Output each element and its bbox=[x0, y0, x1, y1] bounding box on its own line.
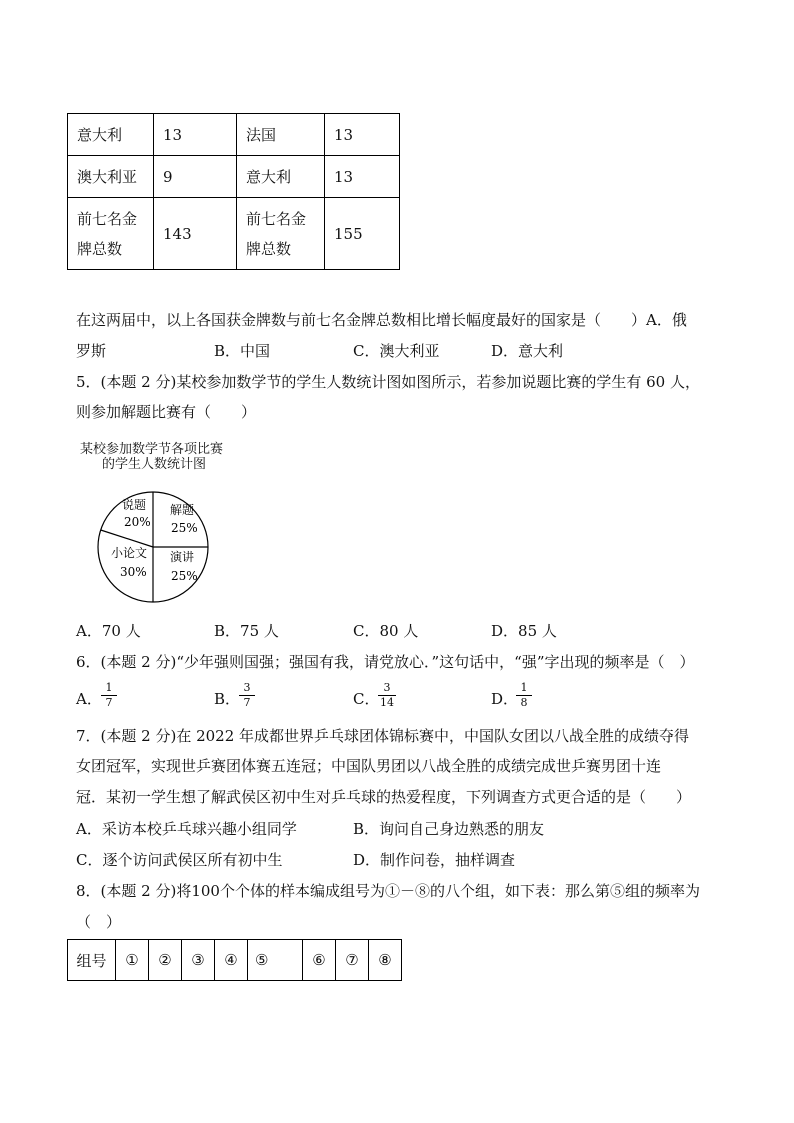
q7-text-line: 冠．某初一学生想了解武侯区初中生对乒乓球的热爱程度，下列调查方式更合适的是（ ） bbox=[76, 788, 692, 806]
q4-option-d: D．意大利 bbox=[491, 342, 564, 360]
slice-label-jieti: 解题 bbox=[170, 503, 195, 517]
slice-label-xiaolunwen: 小论文 bbox=[111, 546, 148, 560]
slice-label-shuoti: 说题 bbox=[122, 498, 147, 512]
table-cell: 9 bbox=[154, 156, 237, 198]
q8-text-line: 8．(本题 2 分)将100个个体的样本编成组号为①－⑧的八个组，如下表：那么第⑤组的频率为 bbox=[76, 882, 700, 900]
cell-line: 前七名金 bbox=[246, 209, 307, 228]
q4-option-a-cont: 罗斯 bbox=[76, 342, 107, 360]
q6-option-a-fraction bbox=[101, 682, 117, 709]
denominator: 8 bbox=[520, 696, 528, 709]
q6-option-c-fraction bbox=[378, 682, 396, 709]
q4-text-line: 在这两届中，以上各国获金牌数与前七名金牌总数相比增长幅度最好的国家是（ ）A．俄 bbox=[76, 311, 687, 329]
q6-option-b-fraction bbox=[239, 682, 255, 709]
table-cell: 143 bbox=[154, 198, 237, 270]
numerator: 3 bbox=[383, 681, 391, 694]
pie-chart bbox=[96, 488, 216, 606]
q4-option-c: C．澳大利亚 bbox=[353, 342, 440, 360]
table-cell: 13 bbox=[154, 114, 237, 156]
group-header-cell: ① bbox=[116, 940, 149, 981]
q7-option-c: C．逐个访问武侯区所有初中生 bbox=[76, 851, 283, 869]
slice-pct-shuoti: 20% bbox=[124, 515, 151, 529]
group-header-cell: ⑦ bbox=[336, 940, 369, 981]
table-cell bbox=[68, 198, 154, 270]
chart-title-line: 某校参加数学节各项比赛 bbox=[80, 442, 224, 457]
q5-option-c: C．80 人 bbox=[353, 622, 419, 640]
denominator: 7 bbox=[105, 696, 113, 709]
numerator: 3 bbox=[243, 681, 251, 694]
numerator: 1 bbox=[105, 681, 113, 694]
slice-pct-jieti: 25% bbox=[171, 521, 198, 535]
denominator: 14 bbox=[380, 696, 394, 709]
q4-option-b: B．中国 bbox=[214, 342, 271, 360]
cell-line: 牌总数 bbox=[77, 239, 123, 258]
q7-option-d: D．制作问卷，抽样调查 bbox=[353, 851, 516, 869]
numerator: 1 bbox=[520, 681, 528, 694]
medal-table bbox=[67, 113, 400, 270]
group-header-cell: 组号 bbox=[68, 940, 116, 981]
cell-line: 牌总数 bbox=[246, 239, 292, 258]
table-cell: 法国 bbox=[237, 114, 325, 156]
q6-option-d-fraction bbox=[516, 682, 532, 709]
q6-option-d-label: D． bbox=[491, 690, 519, 708]
table-cell: 13 bbox=[325, 156, 400, 198]
q5-option-a: A．70 人 bbox=[76, 622, 141, 640]
q5-option-b: B．75 人 bbox=[214, 622, 279, 640]
chart-title-line: 的学生人数统计图 bbox=[102, 457, 207, 472]
pie-divider-left bbox=[101, 530, 153, 547]
q6-option-a-label: A． bbox=[76, 690, 102, 708]
table-cell bbox=[237, 198, 325, 270]
q6-option-b-label: B． bbox=[214, 690, 241, 708]
group-header-cell: ③ bbox=[182, 940, 215, 981]
group-header-cell: ② bbox=[149, 940, 182, 981]
table-cell: 意大利 bbox=[237, 156, 325, 198]
table-cell: 155 bbox=[325, 198, 400, 270]
group-table bbox=[67, 939, 402, 981]
denominator: 7 bbox=[243, 696, 251, 709]
pie-chart-title bbox=[80, 442, 223, 472]
q5-text-line: 5．(本题 2 分)某校参加数学节的学生人数统计图如图所示，若参加说题比赛的学生有 60 人， bbox=[76, 373, 700, 391]
group-header-cell: ⑧ bbox=[369, 940, 402, 981]
q6-text-line: 6．(本题 2 分)“少年强则国强；强国有我，请党放心．”这句话中，“强”字出现的频率是（ ） bbox=[76, 653, 695, 671]
table-cell: 13 bbox=[325, 114, 400, 156]
group-header-cell: ⑥ bbox=[303, 940, 336, 981]
q7-option-b: B．询问自己身边熟悉的朋友 bbox=[353, 820, 545, 838]
table-cell: 澳大利亚 bbox=[68, 156, 154, 198]
group-header-cell: ⑤ bbox=[248, 940, 303, 981]
q7-text-line: 女团冠军，实现世乒赛团体赛五连冠；中国队男团以八战全胜的成绩完成世乒赛男团十连 bbox=[76, 757, 662, 775]
slice-label-yanjiang: 演讲 bbox=[170, 550, 195, 564]
group-header-cell: ④ bbox=[215, 940, 248, 981]
table-cell: 意大利 bbox=[68, 114, 154, 156]
q6-option-c-label: C． bbox=[353, 690, 380, 708]
q5-text-line: 则参加解题比赛有（ ） bbox=[76, 403, 257, 421]
q7-text-line: 7．(本题 2 分)在 2022 年成都世界乒乓球团体锦标赛中，中国队女团以八战全胜的成绩夺得 bbox=[76, 727, 690, 745]
cell-line: 前七名金 bbox=[77, 209, 138, 228]
q5-option-d: D．85 人 bbox=[491, 622, 557, 640]
q8-text-line: （ ） bbox=[76, 913, 122, 931]
slice-pct-yanjiang: 25% bbox=[171, 569, 198, 583]
q7-option-a: A．采访本校乒乓球兴趣小组同学 bbox=[76, 820, 297, 838]
slice-pct-xiaolunwen: 30% bbox=[120, 565, 147, 579]
